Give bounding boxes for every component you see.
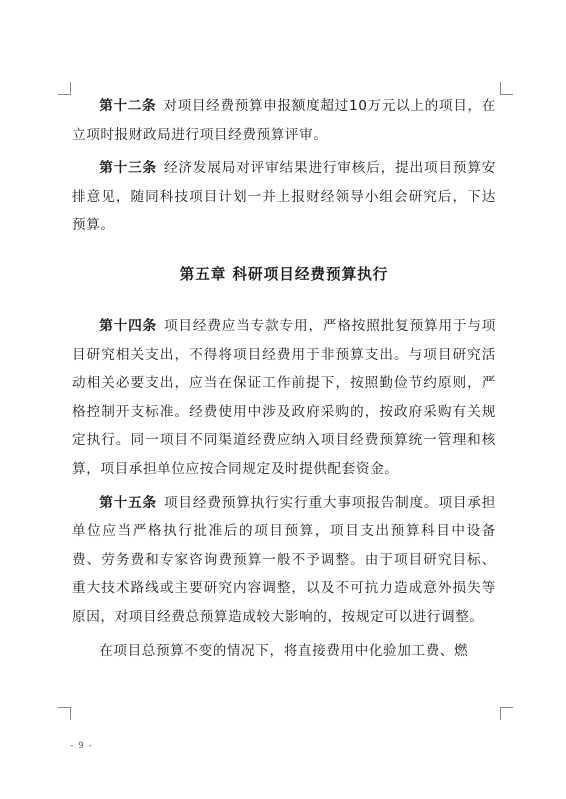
crop-mark-bottom-right [500,707,513,720]
crop-mark-top-left [58,82,71,95]
article-15-heading: 第十五条 [99,494,157,511]
article-14-heading: 第十四条 [99,317,157,334]
article-15-text: 项目经费预算执行实行重大事项报告制度。项目承担单位应当严格执行批准后的项目预算，项目支出预算科目中设备费、劳务费和专家咨询费预算一般不予调整。由于项目研究目标、重大技术路线或主要研究内容调整，以及不可抗力造成意外损失等原因，对项目经费总预算造成较大影响的，按规定可以进行调整。 [72,494,496,625]
document-body [72,92,496,665]
crop-mark-bottom-left [58,707,71,720]
article-12-heading: 第十二条 [99,98,157,114]
continuation-paragraph [72,637,496,666]
page-number: - 9 - [70,741,93,751]
crop-mark-top-right [500,82,513,95]
chapter-title: 第五章 科研项目经费预算执行 [179,265,389,283]
article-13-paragraph [72,154,496,240]
article-14-paragraph [72,312,496,484]
continuation-text: 在项目总预算不变的情况下，将直接费用中化验加工费、燃 [99,642,469,659]
article-15-paragraph [72,489,496,632]
article-14-text: 项目经费应当专款专用，严格按照批复预算用于与项目研究相关支出，不得将项目经费用于非预算支出。与项目研究活动相关必要支出，应当在保证工作前提下，按照勤俭节约原则，严格控制开支标准。经费使用中涉及政府采购的，按政府采购有关规定执行。同一项目不同渠道经费应纳入项目经费预算统一管理和核算，项目承担单位应按合同规定及时提供配套资金。 [72,317,496,477]
article-12-text: 对项目经费预算申报额度超过10万元以上的项目，在立项时报财政局进行项目经费预算评审。 [72,98,496,143]
article-12-paragraph [72,92,496,149]
article-13-text: 经济发展局对评审结果进行审核后，提出项目预算安排意见，随同科技项目计划一并上报财经领导小组会研究后，下达预算。 [72,160,496,234]
article-13-heading: 第十三条 [99,160,157,177]
